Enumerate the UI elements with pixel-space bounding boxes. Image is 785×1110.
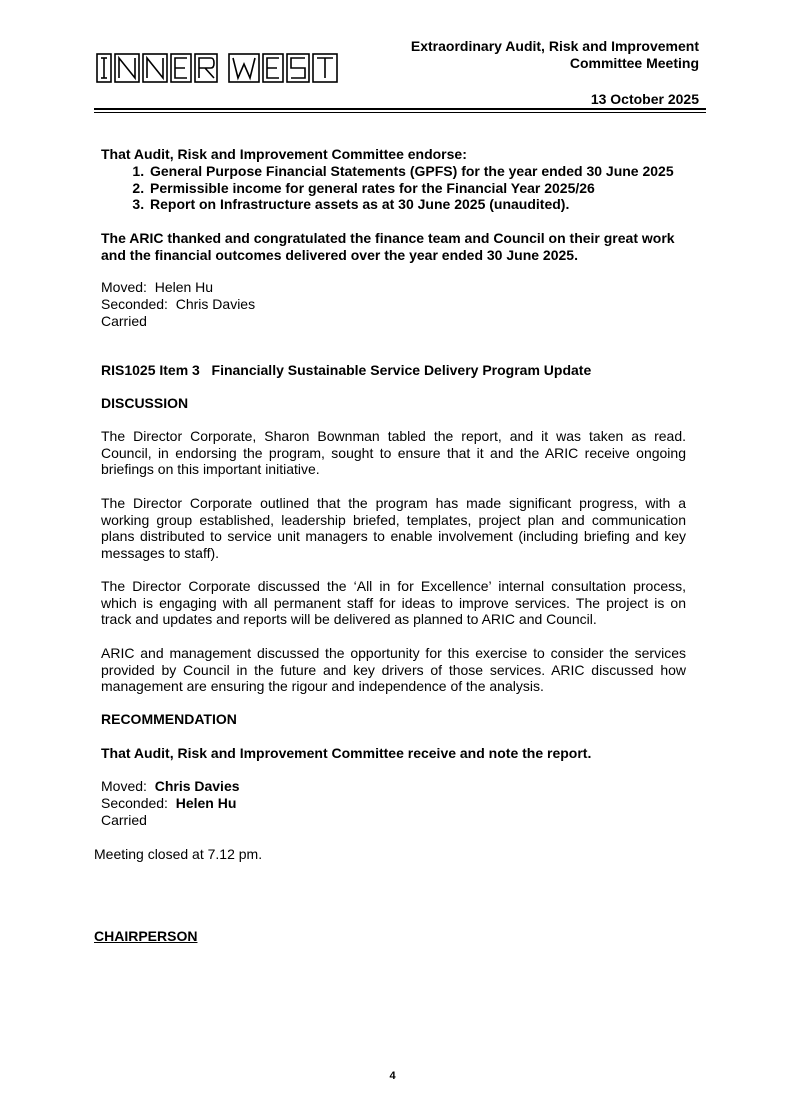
header-title	[299, 38, 699, 72]
thanks-paragraph: The ARIC thanked and congratulated the finance team and Council on their great work and the financial outcomes delivered over the year ended 30 June 2025.	[101, 230, 675, 263]
header-rule-thin	[94, 112, 706, 113]
endorse-list	[101, 163, 748, 213]
header-title-line1: Extraordinary Audit, Risk and Improvement	[410, 38, 699, 54]
header-rule	[94, 108, 706, 110]
endorse-intro: That Audit, Risk and Improvement Committee endorse:	[101, 146, 467, 162]
moved-name: Chris Davies	[154, 778, 240, 794]
meeting-closed: Meeting closed at 7.12 pm.	[94, 846, 263, 862]
discussion-paragraph: The Director Corporate, Sharon Bownman tabled the report, and it was taken as read. Council, in endorsing the program, sought to ensure that it and the ARIC receive ongoing briefings on this important initiative.	[101, 428, 686, 478]
seconded-name: Helen Hu	[175, 795, 237, 811]
seconded-line	[101, 296, 255, 313]
recommendation-text: That Audit, Risk and Improvement Committee receive and note the report.	[101, 745, 592, 761]
header-title-line2: Committee Meeting	[569, 55, 699, 71]
moved-label: Moved:	[101, 778, 147, 794]
recommendation-heading: RECOMMENDATION	[101, 711, 237, 727]
moved-label: Moved:	[101, 279, 147, 295]
endorse-item: 1. General Purpose Financial Statements (GPFS) for the year ended 30 June 2025	[148, 163, 748, 180]
seconded-name: Chris Davies	[175, 296, 256, 312]
header-date: 13 October 2025	[590, 91, 699, 107]
discussion-paragraph: ARIC and management discussed the opportunity for this exercise to consider the services provided by Council in the future and key drivers of those services. ARIC discussed how management are ensuring the rigour and independence of the analysis.	[101, 645, 686, 695]
moved-name: Helen Hu	[154, 279, 214, 295]
discussion-paragraph: The Director Corporate outlined that the program has made significant progress, with a working group established, leadership briefed, templates, project plan and communication plans distributed to service unit managers to enable involvement (including briefing and key messages to staff).	[101, 495, 686, 561]
page-number: 4	[389, 1070, 396, 1082]
seconded-label: Seconded:	[101, 795, 168, 811]
seconded-line	[101, 795, 236, 812]
carried-text: Carried	[101, 812, 147, 828]
carried-text: Carried	[101, 313, 147, 329]
endorse-item: 2. Permissible income for general rates for the Financial Year 2025/26	[148, 180, 748, 197]
chairperson-label: CHAIRPERSON	[94, 928, 198, 944]
seconded-label: Seconded:	[101, 296, 168, 312]
item-heading	[101, 362, 591, 379]
discussion-heading: DISCUSSION	[101, 395, 189, 411]
moved-line	[101, 279, 213, 296]
item-code: RIS1025 Item 3	[101, 362, 200, 378]
item-title: Financially Sustainable Service Delivery Program Update	[211, 362, 592, 378]
endorse-item: 3. Report on Infrastructure assets as at 30 June 2025 (unaudited).	[148, 196, 748, 213]
discussion-paragraph: The Director Corporate discussed the ‘All in for Excellence’ internal consultation process, which is engaging with all permanent staff for ideas to improve services. The project is on track and updates and reports will be delivered as planned to ARIC and Council.	[101, 578, 686, 628]
moved-line	[101, 778, 240, 795]
